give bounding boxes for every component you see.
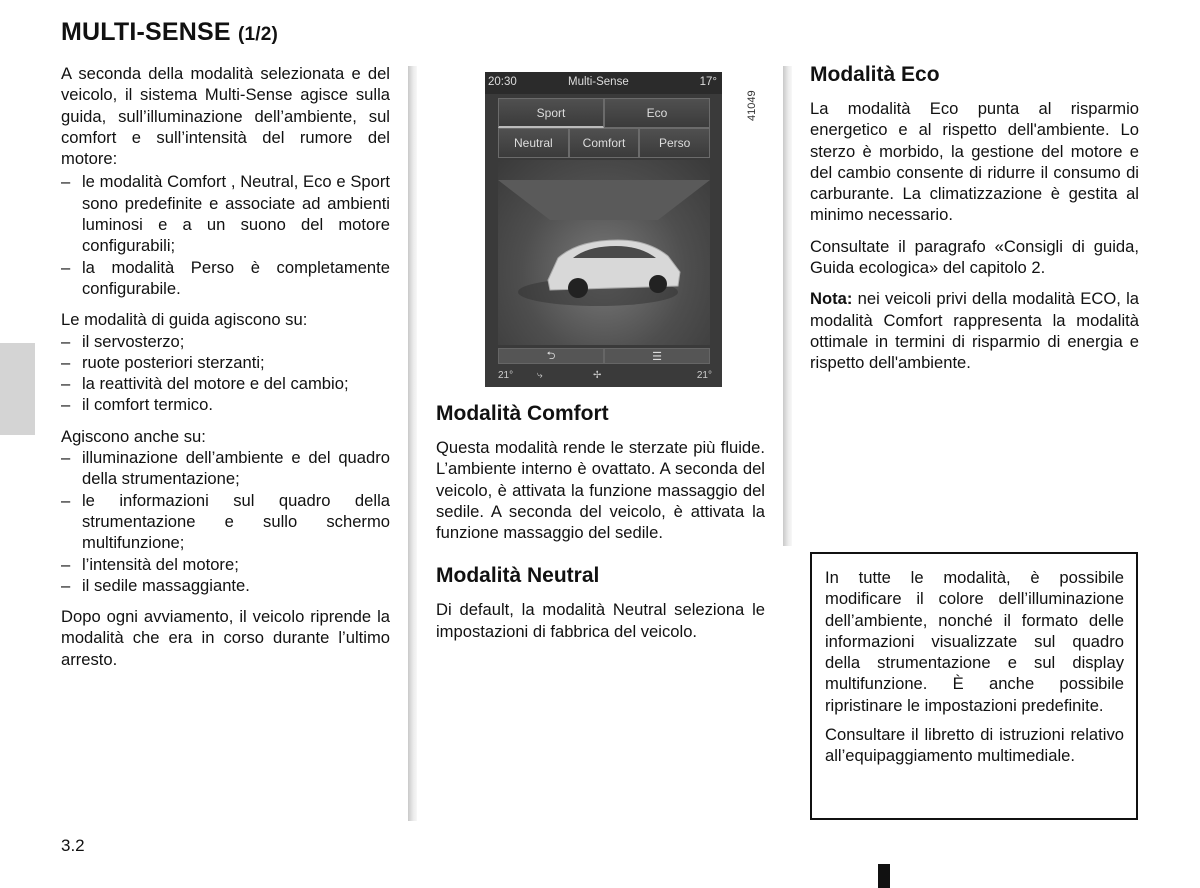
list-item: – la reattività del motore e del cambio; (61, 373, 390, 394)
left-column (61, 63, 390, 680)
also-acts-list (61, 447, 390, 596)
screen-climate-bar (485, 367, 722, 387)
mode-button-perso[interactable]: Perso (639, 128, 710, 158)
screen-time: 20:30 (488, 76, 517, 88)
section-marker (878, 864, 890, 888)
fan-icon[interactable]: ✢ (593, 370, 602, 381)
intro-paragraph: A seconda della modalità selezionata e del veicolo, il sistema Multi-Sense agisce sulla guida, sull’illuminazione dell’ambiente, sul comfort e sull’intensità del rumore del motore: (61, 64, 390, 169)
column-separator (408, 66, 417, 821)
driving-effects-list (61, 331, 390, 416)
nota-paragraph (810, 288, 1139, 373)
eco-text: La modalità Eco punta al risparmio energetico e al rispetto dell'ambiente. Lo sterzo è morbido, la gestione del motore e del cambio consente di ridurre il consumo di carburante. La climatizzazione è gestita al minimo necessario. (810, 99, 1139, 225)
mode-button-sport[interactable]: Sport (498, 98, 604, 128)
info-box (810, 552, 1138, 820)
comfort-text: Questa modalità rende le sterzate più fluide. L’ambiente interno è ovattato. A seconda del veicolo, è attivata la funzione massaggio del sedile. A seconda del veicolo, è attivata la funzione massaggio del sedile. (436, 438, 765, 543)
list-item: – il servosterzo; (61, 331, 390, 352)
comfort-heading: Modalità Comfort (436, 402, 609, 425)
menu-icon[interactable]: ☰ (604, 348, 710, 364)
list-item: – illuminazione dell’ambiente e del quadro della strumentazione; (61, 447, 390, 490)
restart-paragraph: Dopo ogni avviamento, il veicolo riprende la modalità che era in corso durante l’ultimo arresto. (61, 607, 390, 669)
neutral-text: Di default, la modalità Neutral seleziona le impostazioni di fabbrica del veicolo. (436, 600, 765, 641)
also-acts-intro: Agiscono anche su: (61, 426, 206, 446)
driving-modes-intro: Le modalità di guida agiscono su: (61, 310, 308, 330)
list-item: – il sedile massaggiante. (61, 575, 390, 596)
screen-temp-outside: 17° (699, 76, 717, 88)
list-item: – le modalità Comfort , Neutral, Eco e Sport sono predefinite e associate ad ambienti luminosi e a un suono del motore configurabili; (61, 171, 390, 256)
neutral-heading: Modalità Neutral (436, 564, 600, 588)
nota-label: Nota: (810, 289, 853, 309)
mode-button-neutral[interactable]: Neutral (498, 128, 569, 158)
screen-status-bar (485, 72, 722, 94)
info-box-text-1: In tutte le modalità, è possibile modificare il colore dell’illuminazione dell’ambiente, nonché il formato delle informazioni visualizzate sul quadro della strumentazione e sul display multifunzione. È anche possibile ripristinare le impostazioni predefinite. (825, 568, 1124, 715)
mode-button-comfort[interactable]: Comfort (569, 128, 640, 158)
mode-button-eco[interactable]: Eco (604, 98, 710, 128)
list-item: – il comfort termico. (61, 394, 390, 415)
page-title-part: (1/2) (237, 24, 279, 45)
list-item: – l’intensità del motore; (61, 554, 390, 575)
mode-row-2 (498, 128, 710, 158)
back-icon[interactable]: ⮌ (498, 348, 604, 364)
image-code: 41049 (746, 90, 758, 121)
temp-right: 21° (696, 370, 712, 381)
mode-row-1 (498, 98, 710, 128)
eco-heading: Modalità Eco (810, 63, 940, 86)
list-item: – ruote posteriori sterzanti; (61, 352, 390, 373)
modes-list (61, 171, 390, 299)
eco-reference: Consultate il paragrafo «Consigli di guida, Guida ecologica» del capitolo 2. (810, 236, 1139, 278)
chapter-side-tab (0, 343, 35, 435)
nota-text: nei veicoli privi della modalità ECO, la modalità Comfort rappresenta la modalità ottimale in termini di risparmio di energia e rispetto dell'ambiente. (810, 289, 1139, 373)
page-title (61, 18, 278, 47)
right-column (810, 62, 1139, 384)
middle-column (436, 401, 765, 652)
column-separator (783, 66, 792, 546)
seat-icon[interactable]: ⤷ (537, 370, 543, 381)
car-preview (498, 160, 710, 345)
list-item: – la modalità Perso è completamente configurabile. (61, 257, 390, 300)
multisense-screen-illustration (485, 72, 722, 387)
list-item: – le informazioni sul quadro della strumentazione e sullo schermo multifunzione; (61, 490, 390, 554)
car-icon (498, 160, 710, 345)
temp-left: 21° (498, 370, 514, 381)
page-title-text: MULTI-SENSE (61, 18, 231, 46)
info-box-text-2: Consultare il libretto di istruzioni relativo all’equipaggiamento multimediale. (825, 725, 1124, 766)
screen-title: Multi-Sense (568, 76, 629, 88)
screen-bottom-bar (498, 348, 710, 364)
page-number: 3.2 (61, 836, 85, 855)
